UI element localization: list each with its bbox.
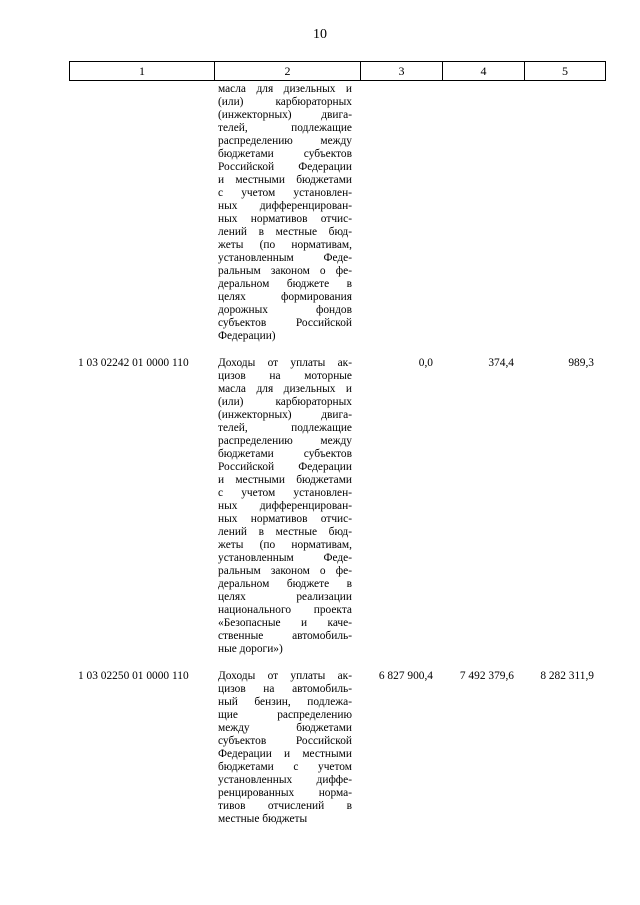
value-column-5: 989,3 — [568, 357, 594, 369]
description-line: распределению между — [218, 135, 352, 147]
value-column-3: 6 827 900,4 — [378, 670, 433, 682]
description-line: лений в местные бюд- — [218, 526, 352, 538]
description-line: Федерации и местными — [218, 748, 352, 760]
description-line: телей, подлежащие — [218, 422, 352, 434]
description-line: установленным Феде- — [218, 552, 352, 564]
description-line: с учетом установлен- — [218, 487, 352, 499]
description-line: щие распределению — [218, 709, 352, 721]
description-line: бюджетами субъектов — [218, 448, 352, 460]
description-line: бюджетами с учетом — [218, 761, 352, 773]
column-header-2: 2 — [215, 62, 361, 81]
description-line: жеты (по нормативам, — [218, 239, 352, 251]
description-line: телей, подлежащие — [218, 122, 352, 134]
description-line: лений в местные бюд- — [218, 226, 352, 238]
description-line: тивов отчислений в — [218, 800, 352, 812]
value-column-3: 0,0 — [418, 357, 433, 369]
description-line: распределению между — [218, 435, 352, 447]
description-line: и местными бюджетами — [218, 174, 352, 186]
column-header-5: 5 — [525, 62, 606, 81]
description-line: Доходы от уплаты ак- — [218, 670, 352, 682]
description-line: Российской Федерации — [218, 161, 352, 173]
description-line: между бюджетами — [218, 722, 352, 734]
column-header-row — [70, 62, 606, 81]
description-line: целях формирования — [218, 291, 352, 303]
description-line: деральном бюджете в — [218, 578, 352, 590]
description-line: национального проекта — [218, 604, 352, 616]
description-line: установленным Феде- — [218, 252, 352, 264]
description-line: (инжекторных) двига- — [218, 109, 352, 121]
column-header-table — [69, 61, 606, 81]
column-header-4: 4 — [443, 62, 525, 81]
description-line: жеты (по нормативам, — [218, 539, 352, 551]
description-line: ных нормативов отчис- — [218, 513, 352, 525]
description-line: установленных диффе- — [218, 774, 352, 786]
value-column-4: 374,4 — [488, 357, 514, 369]
value-column-4: 7 492 379,6 — [459, 670, 514, 682]
description-line: масла для дизельных и — [218, 383, 352, 395]
description-line: и местными бюджетами — [218, 474, 352, 486]
column-header-1: 1 — [70, 62, 215, 81]
description-line: с учетом установлен- — [218, 187, 352, 199]
description-line: Российской Федерации — [218, 461, 352, 473]
description-line: цизов на автомобиль- — [218, 683, 352, 695]
description-line: Федерации) — [218, 330, 276, 342]
page-number: 10 — [313, 27, 327, 42]
description-line: «Безопасные и каче- — [218, 617, 352, 629]
description-line: ный бензин, подлежа- — [218, 696, 352, 708]
description-line: ренцированных норма- — [218, 787, 352, 799]
budget-code: 1 03 02250 01 0000 110 — [78, 670, 189, 682]
description-line: цизов на моторные — [218, 370, 352, 382]
description-line: Доходы от уплаты ак- — [218, 357, 352, 369]
description-line: ральным законом о фе- — [218, 565, 352, 577]
description-line: (или) карбюраторных — [218, 396, 352, 408]
description-line: местные бюджеты — [218, 813, 308, 825]
description-line: деральном бюджете в — [218, 278, 352, 290]
description-line: ных нормативов отчис- — [218, 213, 352, 225]
value-column-5: 8 282 311,9 — [540, 670, 594, 682]
description-line: ных дифференцирован- — [218, 500, 352, 512]
description-line: (инжекторных) двига- — [218, 409, 352, 421]
description-line: ральным законом о фе- — [218, 265, 352, 277]
description-line: субъектов Российской — [218, 735, 352, 747]
description-line: масла для дизельных и — [218, 83, 352, 95]
description-line: ные дороги») — [218, 643, 283, 655]
description-line: целях реализации — [218, 591, 352, 603]
description-line: дорожных фондов — [218, 304, 352, 316]
description-line: (или) карбюраторных — [218, 96, 352, 108]
column-header-3: 3 — [361, 62, 443, 81]
description-line: субъектов Российской — [218, 317, 352, 329]
description-line: ных дифференцирован- — [218, 200, 352, 212]
description-line: ственные автомобиль- — [218, 630, 352, 642]
budget-code: 1 03 02242 01 0000 110 — [78, 357, 189, 369]
description-line: бюджетами субъектов — [218, 148, 352, 160]
